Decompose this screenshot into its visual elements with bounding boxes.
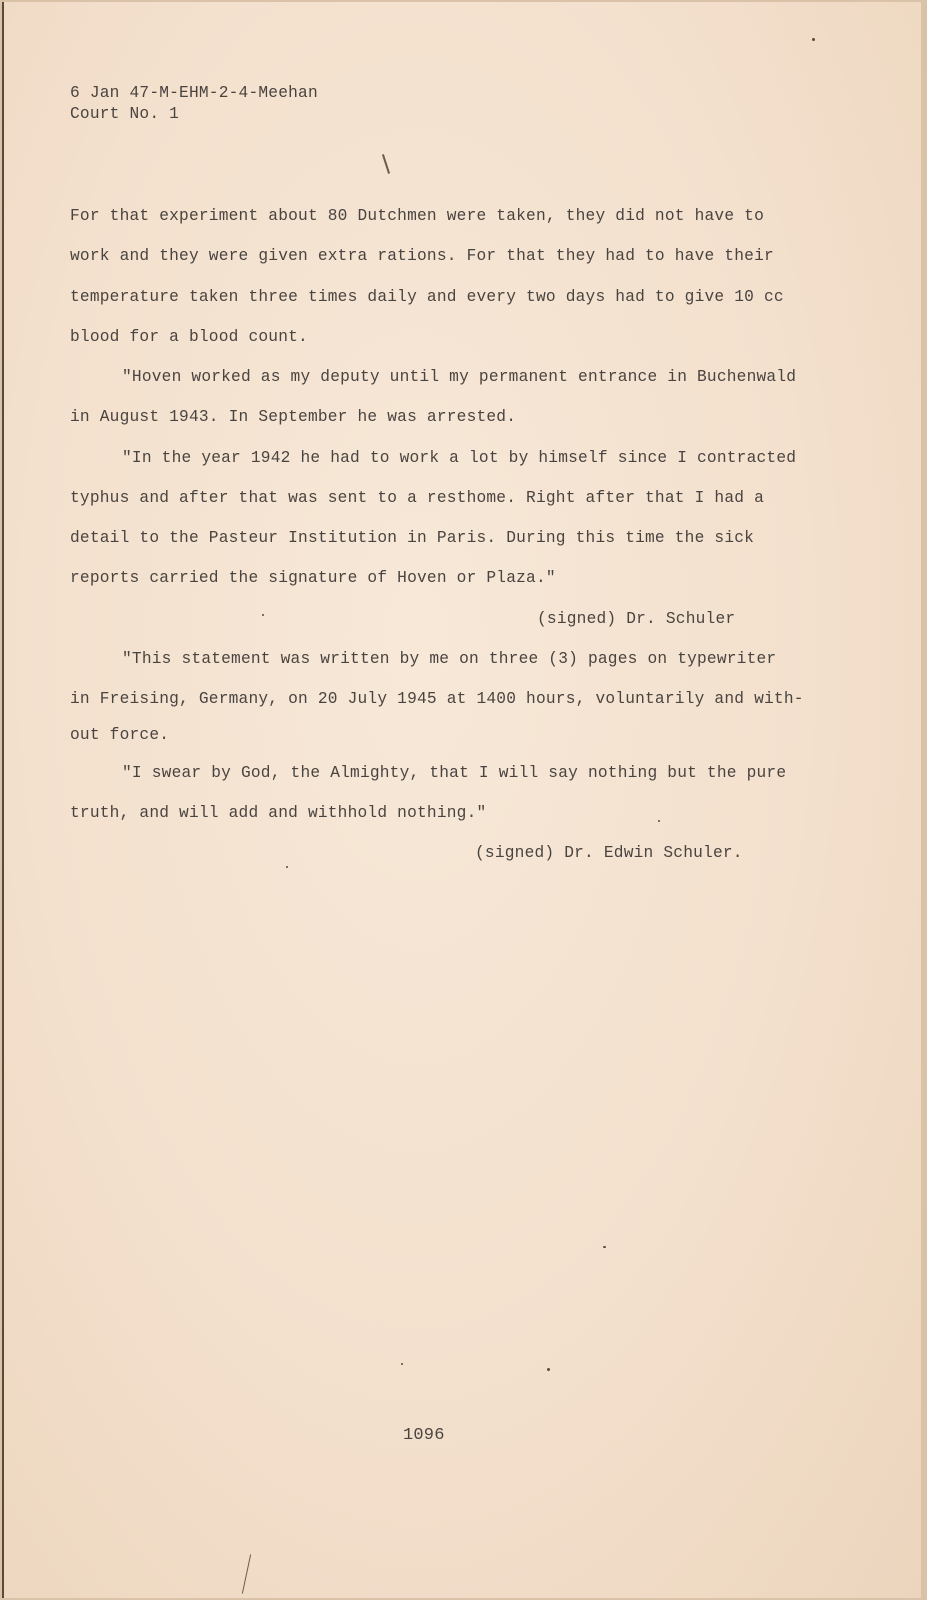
- text-line: "I swear by God, the Almighty, that I will say nothing but the pure: [122, 764, 787, 782]
- court-number: Court No. 1: [70, 105, 180, 123]
- text-line: in August 1943. In September he was arrested.: [70, 408, 517, 426]
- paper-mark: [242, 1554, 251, 1593]
- document-page: [2, 2, 921, 1598]
- text-line: reports carried the signature of Hoven or Plaza.": [70, 569, 556, 587]
- paper-speck: [286, 866, 288, 868]
- text-line: blood for a blood count.: [70, 328, 308, 346]
- signature-edwin-schuler: (signed) Dr. Edwin Schuler.: [475, 844, 743, 862]
- text-line: typhus and after that was sent to a resthome. Right after that I had a: [70, 489, 764, 507]
- document-reference: 6 Jan 47-M-EHM-2-4-Meehan: [70, 84, 318, 102]
- paper-speck: [262, 614, 264, 616]
- paper-speck: [658, 820, 660, 822]
- page-number: 1096: [403, 1426, 445, 1445]
- text-line: in Freising, Germany, on 20 July 1945 at 1400 hours, voluntarily and with-: [70, 690, 804, 708]
- text-line: temperature taken three times daily and every two days had to give 10 cc: [70, 288, 784, 306]
- text-line: work and they were given extra rations. For that they had to have their: [70, 247, 774, 265]
- paper-mark: [382, 154, 390, 174]
- text-line: "This statement was written by me on three (3) pages on typewriter: [122, 650, 777, 668]
- signature-schuler: (signed) Dr. Schuler: [537, 610, 736, 628]
- paper-speck: [812, 38, 815, 41]
- text-line: For that experiment about 80 Dutchmen were taken, they did not have to: [70, 207, 764, 225]
- paper-speck: [401, 1363, 403, 1365]
- text-line: "Hoven worked as my deputy until my permanent entrance in Buchenwald: [122, 368, 797, 386]
- text-line: detail to the Pasteur Institution in Paris. During this time the sick: [70, 529, 755, 547]
- paper-speck: [603, 1246, 606, 1248]
- text-line: "In the year 1942 he had to work a lot by himself since I contracted: [122, 449, 797, 467]
- text-line: truth, and will add and withhold nothing.": [70, 804, 487, 822]
- text-line: out force.: [70, 726, 170, 744]
- paper-speck: [547, 1368, 550, 1371]
